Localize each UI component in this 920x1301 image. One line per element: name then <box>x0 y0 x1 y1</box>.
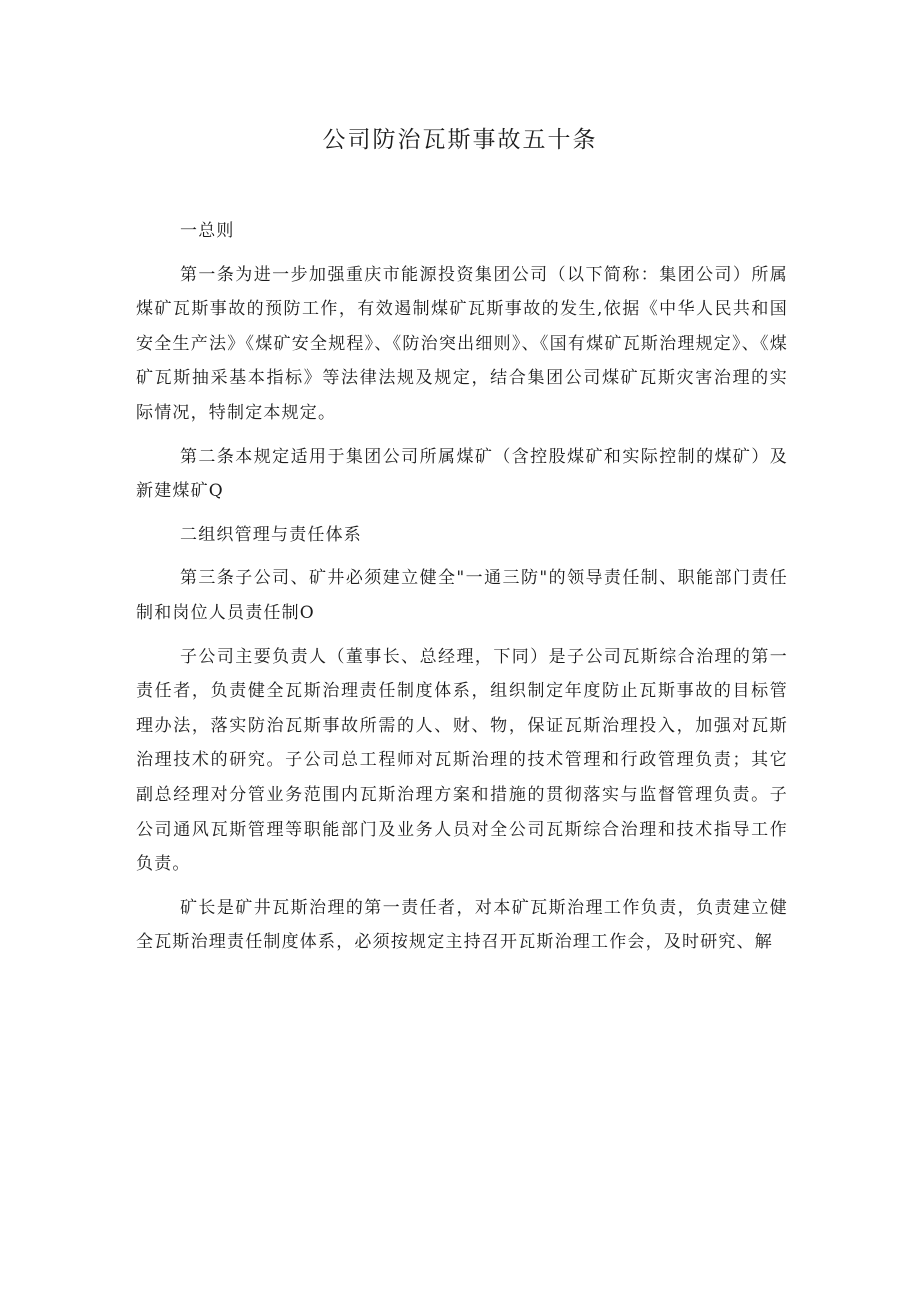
mine-director-responsibility-paragraph: 矿长是矿井瓦斯治理的第一责任者，对本矿瓦斯治理工作负责，负责建立健全瓦斯治理责任制度体系，必须按规定主持召开瓦斯治理工作会，及时研究、解 <box>136 897 788 953</box>
article-2-paragraph: 第二条本规定适用于集团公司所属煤矿（含控股煤矿和实际控制的煤矿）及新建煤矿Q <box>136 446 788 502</box>
subsidiary-responsibility-paragraph: 子公司主要负责人（董事长、总经理，下同）是子公司瓦斯综合治理的第一责任者，负责健全瓦斯治理责任制度体系，组织制定年度防止瓦斯事故的目标管理办法，落实防治瓦斯事故所需的人、财、物，保证瓦斯治理投入，加强对瓦斯治理技术的研究。子公司总工程师对瓦斯治理的技术管理和行政管理负责；其它副总经理对分管业务范围内瓦斯治理方案和措施的贯彻落实与监督管理负责。子公司通风瓦斯管理等职能部门及业务人员对全公司瓦斯综合治理和技术指导工作负责。 <box>136 646 788 875</box>
document-body <box>136 214 788 960</box>
document-title: 公司防治瓦斯事故五十条 <box>322 127 598 153</box>
section-heading-general: 一总则 <box>180 221 235 241</box>
section-heading-organization: 二组织管理与责任体系 <box>180 524 362 545</box>
article-1-paragraph: 第一条为进一步加强重庆市能源投资集团公司（以下简称：集团公司）所属煤矿瓦斯事故的预防工作，有效遏制煤矿瓦斯事故的发生,依据《中华人民共和国安全生产法》《煤矿安全规程》、《防治突出细则》、《国有煤矿瓦斯治理规定》、《煤矿瓦斯抽采基本指标》等法律法规及规定，结合集团公司煤矿瓦斯灾害治理的实际情况，特制定本规定。 <box>136 264 788 423</box>
article-3-paragraph: 第三条子公司、矿井必须建立健全"一通三防"的领导责任制、职能部门责任制和岗位人员责任制O <box>136 568 788 623</box>
